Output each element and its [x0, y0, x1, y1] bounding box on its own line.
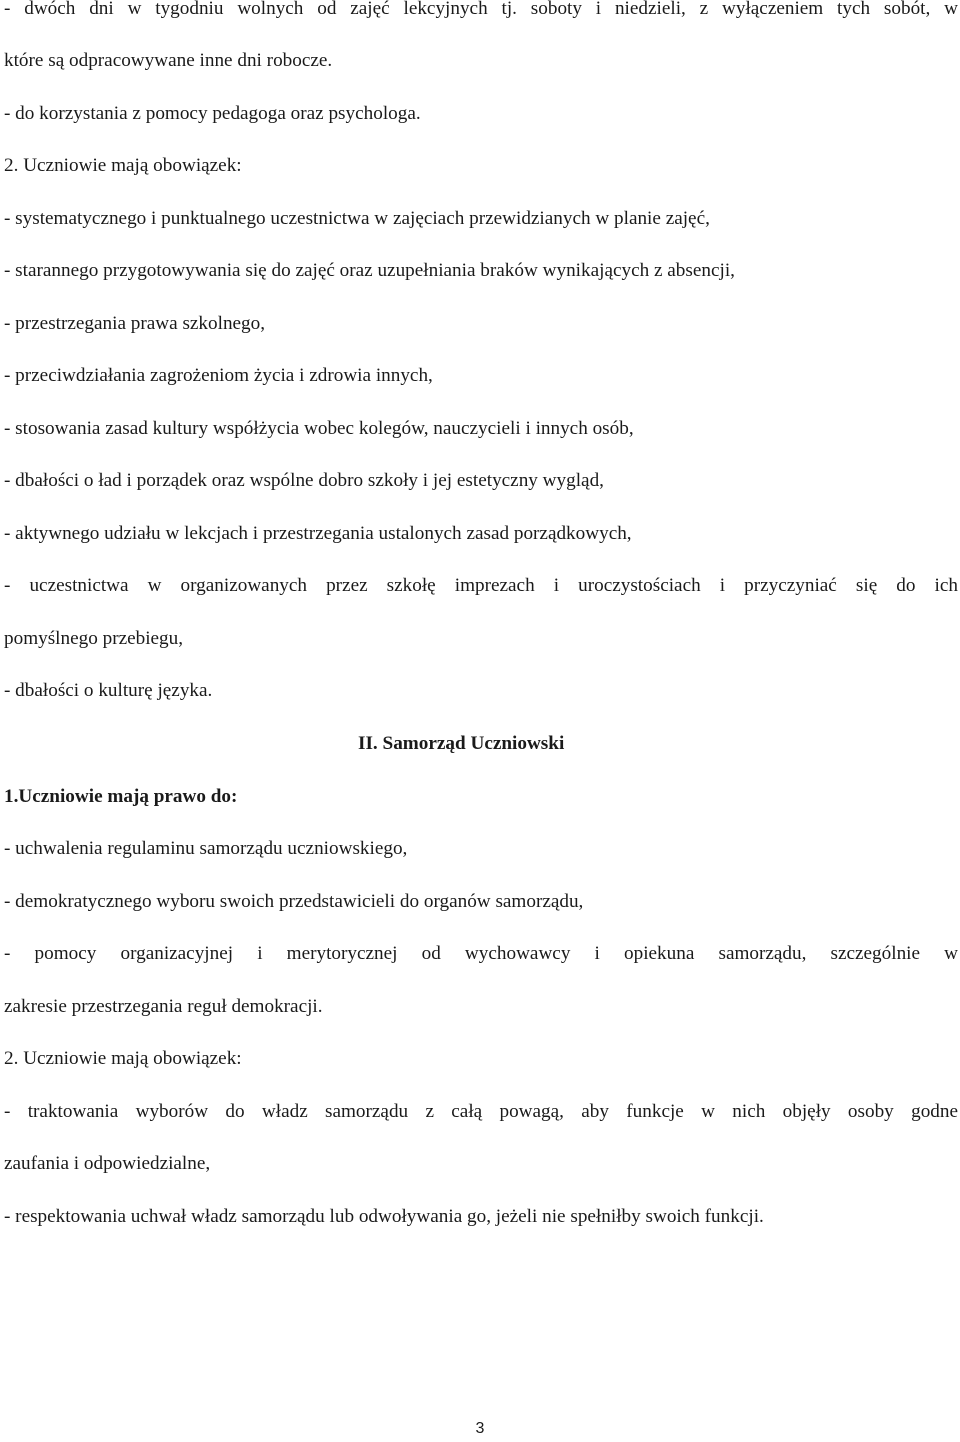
list-item: - stosowania zasad kultury współżycia wobec kolegów, nauczycieli i innych osób,: [4, 418, 634, 439]
list-item: - przeciwdziałania zagrożeniom życia i zdrowia innych,: [4, 365, 433, 386]
section-heading: 2. Uczniowie mają obowiązek:: [4, 1048, 242, 1069]
section-heading: 2. Uczniowie mają obowiązek:: [4, 155, 242, 176]
section-title: II. Samorząd Uczniowski: [358, 733, 565, 754]
page-number: 3: [475, 1420, 485, 1437]
list-item: - uchwalenia regulaminu samorządu uczniowskiego,: [4, 838, 408, 859]
list-item: - aktywnego udziału w lekcjach i przestrzegania ustalonych zasad porządkowych,: [4, 523, 632, 544]
text-line: - do korzystania z pomocy pedagoga oraz psychologa.: [4, 103, 421, 124]
list-item-continuation: zaufania i odpowiedzialne,: [4, 1153, 211, 1174]
text-line: - dwóch dni w tygodniu wolnych od zajęć lekcyjnych tj. soboty i niedzieli, z wyłączeniem tych sobót, w: [4, 0, 958, 19]
list-item: - starannego przygotowywania się do zajęć oraz uzupełniania braków wynikających z absencji,: [4, 260, 735, 281]
text-line: które są odpracowywane inne dni robocze.: [4, 50, 333, 71]
list-item: - systematycznego i punktualnego uczestnictwa w zajęciach przewidzianych w planie zajęć,: [4, 208, 710, 229]
list-item: - traktowania wyborów do władz samorządu z całą powagą, aby funkcje w nich objęły osoby godne: [4, 1101, 958, 1122]
list-item: - dbałości o ład i porządek oraz wspólne dobro szkoły i jej estetyczny wygląd,: [4, 470, 604, 491]
list-item: - demokratycznego wyboru swoich przedstawicieli do organów samorządu,: [4, 891, 584, 912]
list-item-continuation: pomyślnego przebiegu,: [4, 628, 184, 649]
list-item: - respektowania uchwał władz samorządu lub odwoływania go, jeżeli nie spełniłby swoich funkcji.: [4, 1206, 764, 1227]
list-item: - dbałości o kulturę języka.: [4, 680, 213, 701]
section-heading: 1.Uczniowie mają prawo do:: [4, 786, 238, 807]
list-item: - uczestnictwa w organizowanych przez szkołę imprezach i uroczystościach i przyczyniać się do ich: [4, 575, 958, 596]
list-item: - przestrzegania prawa szkolnego,: [4, 313, 266, 334]
list-item: - pomocy organizacyjnej i merytorycznej od wychowawcy i opiekuna samorządu, szczególnie w: [4, 943, 958, 964]
list-item-continuation: zakresie przestrzegania reguł demokracji.: [4, 996, 323, 1017]
